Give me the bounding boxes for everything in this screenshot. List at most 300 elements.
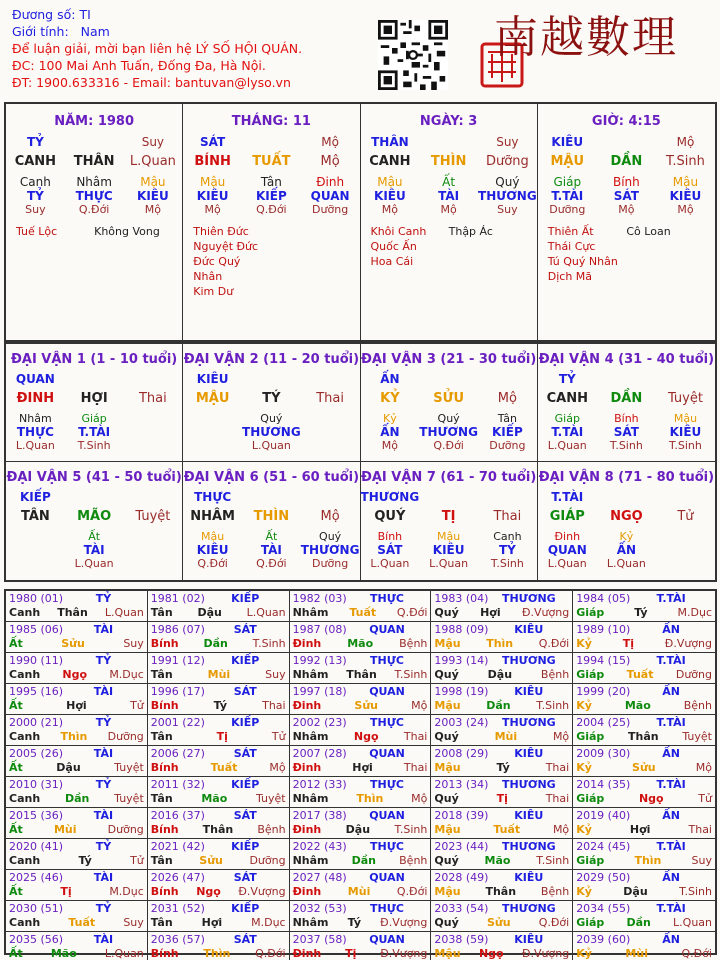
hidden-stem: Mậu: [377, 175, 403, 189]
year-god: TỶ: [95, 902, 112, 915]
hidden-stage: [124, 557, 183, 570]
year-bottom: [576, 916, 712, 930]
year-stem: Giáp: [576, 668, 605, 681]
pillar-hidden-row: [183, 175, 359, 189]
year-cell: [148, 901, 290, 932]
year-branch: Tý: [347, 916, 362, 929]
dai-van-stem: GIÁP: [549, 509, 585, 524]
year-top: [434, 747, 569, 761]
year-bottom: [151, 606, 286, 620]
year-top: [293, 685, 428, 699]
hidden-god: THỰC: [16, 425, 54, 439]
year-stage: Đ.Vượng: [521, 947, 570, 960]
dai-van-god-row: [183, 372, 359, 386]
hidden-stage: Mộ: [204, 203, 221, 216]
year-stem: Ất: [9, 885, 23, 898]
hidden-god: ẤN: [380, 425, 400, 439]
dai-van-hidden-stage-row: [361, 557, 537, 570]
year-branch: Ngọ: [353, 730, 379, 743]
year-cell: [6, 715, 148, 746]
year-god: TỶ: [95, 654, 112, 667]
year-label: 2018 (39): [434, 809, 489, 822]
year-cell: [6, 622, 148, 653]
year-branch: Sửu: [199, 854, 223, 867]
year-top: [576, 778, 712, 792]
duong-so-value: TI: [79, 7, 91, 22]
year-stage: M.Dục: [109, 885, 144, 898]
year-god: T.TÀI: [656, 716, 686, 729]
year-bottom: [293, 823, 428, 837]
dai-van-stage: Tử: [677, 509, 694, 524]
year-branch: Hợi: [480, 606, 501, 619]
dai-van-hidden-gods-row: [183, 543, 359, 557]
pillar-hour: [538, 104, 715, 340]
hidden-god: [124, 543, 183, 557]
hidden-stage: Q.Đới: [256, 557, 287, 570]
pillar-stem: MẬU: [550, 154, 585, 169]
year-top: [151, 871, 286, 885]
notes-right: [271, 224, 349, 299]
hidden-stage: [301, 439, 360, 452]
year-label: 2026 (47): [150, 871, 205, 884]
hidden-stem: Nhâm: [76, 175, 112, 189]
year-god: KIẾP: [231, 654, 260, 667]
year-bottom: [151, 699, 286, 713]
year-cell: [148, 870, 290, 901]
hidden-stage: [183, 439, 242, 452]
year-stage: Bệnh: [399, 637, 428, 650]
year-god: T.TÀI: [656, 778, 686, 791]
year-bottom: [293, 668, 428, 682]
pillar-spacer: [597, 135, 656, 149]
dai-van-hidden-gods-row: [6, 425, 182, 439]
year-stage: Tuyệt: [114, 761, 144, 774]
year-label: 2021 (42): [150, 840, 205, 853]
year-label: 2003 (24): [434, 716, 489, 729]
year-bottom: [151, 761, 286, 775]
pillar-hidden-gods-row: [538, 189, 715, 203]
dai-van-god-row: [538, 372, 715, 386]
year-stem: Đinh: [292, 885, 322, 898]
year-branch: Thìn: [356, 792, 384, 805]
year-stem: Quý: [434, 792, 459, 805]
year-top: [9, 778, 144, 792]
year-stage: Đ.Vượng: [238, 885, 286, 898]
year-god: TỶ: [95, 778, 112, 791]
year-label: 1990 (11): [9, 654, 64, 667]
year-cell: [290, 746, 432, 777]
hidden-stem: Tân: [260, 175, 282, 189]
hidden-god: TÀI: [260, 543, 282, 557]
year-stem: Canh: [9, 916, 41, 929]
dai-van-stem: TÂN: [20, 509, 50, 524]
pillar-hidden-row: [6, 175, 182, 189]
year-stem: Bính: [150, 761, 179, 774]
pillar-notes: [538, 224, 715, 284]
dai-van-table: [4, 342, 717, 582]
year-cell: [290, 684, 432, 715]
year-god: T.TÀI: [656, 592, 686, 605]
year-label: 2024 (45): [576, 840, 631, 853]
year-stage: Tử: [271, 730, 286, 743]
year-label: 1994 (15): [576, 654, 631, 667]
note-item: Dịch Mã: [547, 270, 593, 283]
note-item: Kim Dư: [193, 285, 234, 298]
dai-van-god: T.TÀI: [551, 490, 584, 504]
year-bottom: [434, 668, 569, 682]
dai-van-cell: [361, 344, 538, 462]
year-stage: Q.Đới: [255, 947, 286, 960]
year-stem: Giáp: [576, 730, 605, 743]
year-stage: Q.Đới: [396, 606, 428, 619]
year-god: TÀI: [93, 871, 114, 884]
hidden-stage: T.Sinh: [490, 557, 524, 570]
year-top: [576, 685, 712, 699]
year-top: [293, 902, 428, 916]
year-top: [293, 933, 428, 947]
year-stage: T.Sinh: [252, 637, 286, 650]
year-label: 1997 (18): [292, 685, 347, 698]
hidden-stage: L.Quan: [547, 557, 587, 570]
note-item: Nguyệt Đức: [193, 240, 259, 253]
dai-van-stage: Thai: [316, 391, 344, 406]
year-bottom: [293, 947, 428, 960]
dai-van-branch: TÝ: [262, 391, 281, 406]
dai-van-hidden-row: [361, 412, 537, 425]
year-cell: [148, 746, 290, 777]
hidden-stage: Dưỡng: [489, 439, 526, 452]
dai-van-hidden-stage-row: [6, 439, 182, 452]
year-branch: Tý: [634, 606, 648, 619]
pillar-spacer: [65, 135, 124, 149]
year-branch: Dần: [486, 699, 511, 712]
year-stem: Ất: [9, 823, 23, 836]
year-god: ẤN: [662, 623, 680, 636]
year-stem: Nhâm: [292, 916, 329, 929]
pillar-main-row: [361, 154, 537, 169]
hidden-stem: Ất: [88, 530, 101, 543]
year-cell: [6, 870, 148, 901]
year-stage: Đ.Vượng: [380, 947, 428, 960]
year-god: SÁT: [233, 747, 257, 760]
hidden-stem: [6, 530, 65, 543]
year-stem: Nhâm: [292, 792, 329, 805]
pillar-stage: Suy: [496, 135, 519, 149]
year-label: 2039 (60): [576, 933, 631, 946]
year-branch: Dần: [626, 916, 651, 929]
year-top: [9, 809, 144, 823]
year-god: TÀI: [93, 809, 114, 822]
year-label: 2032 (53): [292, 902, 347, 915]
year-bottom: [293, 885, 428, 899]
qr-code-icon: [378, 20, 448, 90]
year-label: 1993 (14): [434, 654, 489, 667]
hidden-stage: Mộ: [144, 203, 161, 216]
year-god: THỰC: [370, 840, 405, 853]
dai-van-hidden-stage-row: [6, 557, 182, 570]
pillar-main-row: [6, 154, 182, 169]
year-branch: Tuất: [626, 668, 654, 681]
year-branch: Dậu: [345, 823, 371, 836]
hidden-stage: Dưỡng: [312, 557, 349, 570]
hidden-god: QUAN: [310, 189, 350, 203]
year-label: 2007 (28): [292, 747, 347, 760]
hidden-god: THƯƠNG: [242, 425, 301, 439]
year-god: KIẾP: [231, 902, 260, 915]
spacer: [301, 490, 360, 504]
pillar-branch-stage: L.Quan: [129, 154, 176, 169]
year-stem: Đinh: [292, 761, 322, 774]
year-top: [576, 623, 712, 637]
year-label: 1998 (19): [434, 685, 489, 698]
year-stem: Giáp: [576, 854, 605, 867]
year-bottom: [576, 823, 712, 837]
dai-van-god: THƯƠNG: [360, 490, 420, 504]
year-bottom: [434, 947, 569, 960]
year-bottom: [9, 792, 144, 806]
gioi-tinh-value: Nam: [80, 24, 110, 39]
dai-van-god: TỶ: [558, 372, 576, 386]
dai-van-stage: Tuyệt: [667, 391, 703, 406]
year-label: 2035 (56): [9, 933, 64, 946]
year-god: THƯƠNG: [501, 778, 556, 791]
pillar-main-row: [538, 154, 715, 169]
year-stage: Suy: [691, 854, 712, 867]
dai-van-main-row: [361, 509, 537, 524]
year-cell: [573, 746, 715, 777]
year-cell: [290, 591, 432, 622]
spacer: [656, 490, 715, 504]
year-branch: Sửu: [354, 699, 378, 712]
year-stem: Quý: [434, 854, 459, 867]
dai-van-hidden-gods-row: [361, 543, 537, 557]
year-branch: Tý: [78, 854, 92, 867]
pillar-branch: DẦN: [610, 154, 643, 169]
year-top: [293, 778, 428, 792]
year-cell: [573, 591, 715, 622]
year-bottom: [434, 916, 569, 930]
year-top: [293, 840, 428, 854]
year-stem: Tân: [150, 668, 173, 681]
spacer: [656, 372, 715, 386]
year-label: 2022 (43): [292, 840, 347, 853]
dai-van-branch: THÌN: [253, 509, 290, 524]
year-cell: [573, 622, 715, 653]
dai-van-god-row: [6, 372, 182, 386]
year-cell: [573, 839, 715, 870]
year-label: 2034 (55): [576, 902, 631, 915]
year-god: KIÊU: [514, 747, 544, 760]
year-stem: Kỷ: [576, 947, 592, 960]
hidden-stem: Kỷ: [383, 412, 397, 425]
year-label: 1991 (12): [150, 654, 205, 667]
year-god: THỰC: [370, 592, 405, 605]
year-bottom: [434, 637, 569, 651]
dai-van-hidden-gods-row: [183, 425, 359, 439]
year-branch: Mùi: [347, 885, 371, 898]
year-cell: [290, 653, 432, 684]
hidden-stage: L.Quan: [370, 557, 410, 570]
year-bottom: [151, 947, 286, 960]
year-cell: [431, 901, 573, 932]
year-cell: [6, 653, 148, 684]
year-stem: Kỷ: [576, 823, 592, 836]
dai-van-title: ĐẠI VẬN 8 (71 - 80 tuổi): [538, 470, 715, 485]
hidden-stem: Canh: [493, 530, 522, 543]
pillar-notes: [361, 224, 537, 269]
dai-van-cell: [361, 462, 538, 580]
hidden-stage: T.Sinh: [77, 439, 111, 452]
hidden-stage: L.Quan: [74, 557, 114, 570]
notes-left: [193, 224, 271, 299]
year-stage: L.Quan: [246, 606, 286, 619]
dai-van-branch: MÃO: [77, 509, 112, 524]
hidden-god: TỶ: [26, 189, 44, 203]
year-stage: Q.Đới: [681, 947, 712, 960]
hidden-stage: Q.Đới: [78, 203, 110, 216]
year-stem: Nhâm: [292, 730, 329, 743]
year-top: [434, 778, 569, 792]
year-cell: [148, 622, 290, 653]
year-god: SÁT: [233, 685, 257, 698]
year-branch: Thân: [57, 606, 88, 619]
year-top: [151, 654, 286, 668]
year-god: THƯƠNG: [501, 716, 556, 729]
dai-van-title: ĐẠI VẬN 4 (31 - 40 tuổi): [538, 352, 715, 367]
year-top: [151, 778, 286, 792]
year-label: 1982 (03): [292, 592, 347, 605]
year-label: 2029 (50): [576, 871, 631, 884]
hidden-stage: Suy: [497, 203, 518, 216]
year-stage: Dưỡng: [107, 730, 144, 743]
year-stage: Tử: [130, 854, 144, 867]
hidden-stem: Bính: [614, 412, 639, 425]
pillar-title: THÁNG: 11: [231, 114, 311, 129]
year-branch: Sửu: [61, 637, 85, 650]
note-item: Không Vong: [94, 225, 160, 238]
year-stem: Canh: [9, 792, 41, 805]
year-cell: [573, 808, 715, 839]
year-label: 2038 (59): [434, 933, 489, 946]
year-top: [151, 716, 286, 730]
dai-van-title: ĐẠI VẬN 3 (21 - 30 tuổi): [360, 352, 537, 367]
year-label: 2025 (46): [9, 871, 64, 884]
hidden-god: KIÊU: [196, 189, 229, 203]
year-bottom: [151, 637, 286, 651]
year-cell: [431, 715, 573, 746]
pillar-title: NĂM: 1980: [54, 114, 135, 129]
year-branch: Dần: [203, 637, 228, 650]
year-stem: Quý: [434, 668, 459, 681]
year-stem: Mậu: [434, 823, 461, 836]
year-cell: [6, 746, 148, 777]
note-item: Thiên Đức: [193, 225, 249, 238]
pillar-god: KIÊU: [551, 135, 584, 149]
year-god: T.TÀI: [656, 902, 686, 915]
year-god: THƯƠNG: [501, 902, 556, 915]
year-god: KIÊU: [514, 871, 544, 884]
dai-van-cell: [538, 462, 715, 580]
dai-van-stem: ĐINH: [16, 391, 55, 406]
year-branch: Tị: [622, 637, 634, 650]
hidden-stem: [656, 530, 715, 543]
year-stem: Bính: [150, 947, 179, 960]
notes-left: [371, 224, 449, 269]
year-branch: Thìn: [486, 637, 514, 650]
year-top: [576, 933, 712, 947]
year-bottom: [576, 947, 712, 960]
hidden-god: THƯƠNG: [478, 189, 537, 203]
pillar-top-row: [183, 135, 359, 149]
pillar-title: NGÀY: 3: [419, 114, 478, 129]
year-top: [9, 623, 144, 637]
year-label: 2002 (23): [292, 716, 347, 729]
hidden-stem: Đinh: [316, 175, 345, 189]
year-top: [9, 902, 144, 916]
year-stage: T.Sinh: [394, 668, 428, 681]
year-branch: Dần: [351, 854, 377, 867]
year-top: [434, 685, 569, 699]
spacer: [242, 490, 301, 504]
year-branch: Tị: [496, 792, 508, 805]
hidden-god: ẤN: [616, 543, 637, 557]
year-branch: Thìn: [60, 730, 88, 743]
pillar-hidden-stage-row: [6, 203, 182, 216]
year-stem: Bính: [150, 885, 179, 898]
year-top: [151, 592, 286, 606]
year-branch: Tị: [216, 730, 228, 743]
year-label: 2036 (57): [150, 933, 205, 946]
year-bottom: [293, 854, 428, 868]
year-cell: [431, 684, 573, 715]
dai-van-stage: Mộ: [320, 509, 340, 524]
year-stem: Ất: [9, 699, 23, 712]
dai-van-hidden-row: [183, 530, 359, 543]
logo: [480, 6, 710, 90]
year-bottom: [576, 606, 712, 620]
hidden-stage: Mộ: [381, 203, 398, 216]
year-stage: T.Sinh: [536, 854, 570, 867]
year-god: TỶ: [95, 592, 112, 605]
year-bottom: [293, 606, 428, 620]
hidden-stem: Bính: [612, 175, 640, 189]
pillar-branch: TUẤT: [252, 154, 291, 169]
hidden-god: THƯƠNG: [300, 543, 360, 557]
year-cell: [573, 932, 715, 960]
year-branch: Dần: [64, 792, 90, 805]
hidden-stem: Mậu: [437, 530, 461, 543]
year-stage: Thai: [545, 761, 570, 774]
year-top: [151, 809, 286, 823]
spacer: [124, 490, 183, 504]
hidden-stage: L.Quan: [251, 439, 291, 452]
hidden-god: THỰC: [75, 189, 113, 203]
year-bottom: [576, 854, 712, 868]
year-stem: Quý: [434, 916, 459, 929]
year-branch: Sửu: [632, 761, 656, 774]
hidden-god: TỶ: [498, 543, 516, 557]
year-god: ẤN: [662, 685, 680, 698]
year-branch: Mùi: [494, 730, 518, 743]
contact-line: Để luận giải, mời bạn liên hệ LÝ SỐ HỘI QUÁN.: [12, 41, 303, 56]
note-item: Đức Quý Nhân: [193, 255, 241, 283]
year-bottom: [293, 637, 428, 651]
year-god: KIÊU: [514, 809, 544, 822]
year-top: [293, 654, 428, 668]
year-stem: Tân: [150, 730, 173, 743]
note-item: Thái Cực: [547, 240, 596, 253]
hidden-stage: L.Quan: [547, 439, 587, 452]
